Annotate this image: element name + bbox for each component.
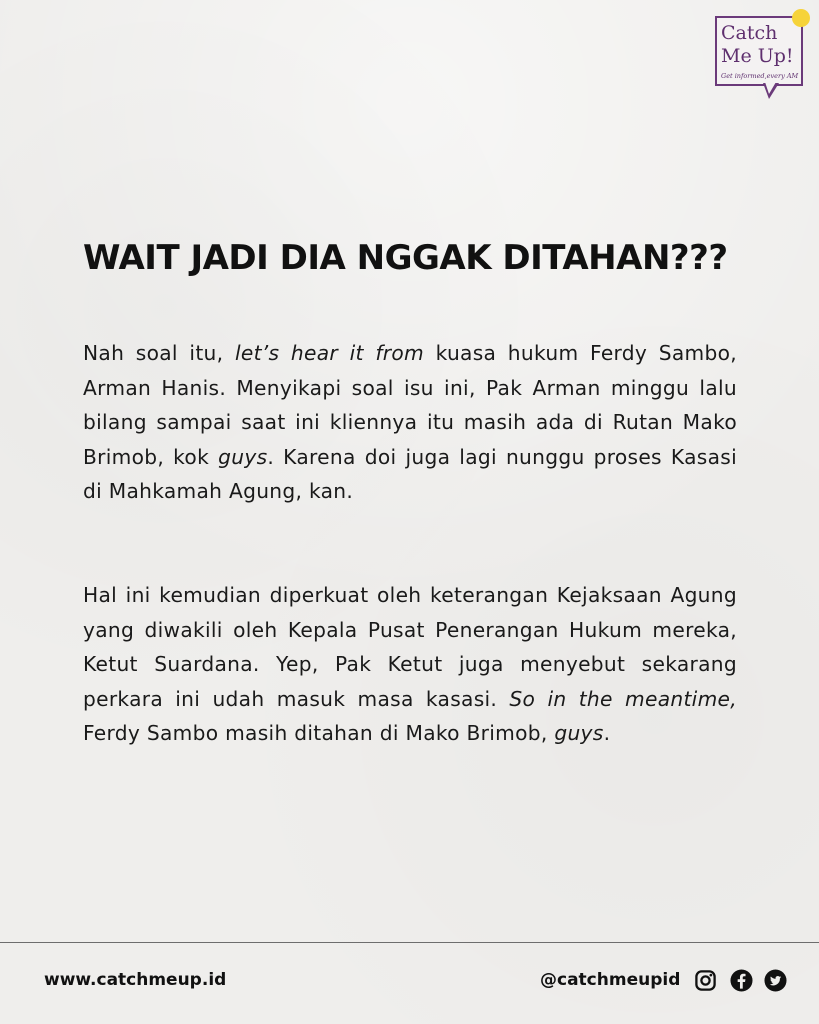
italic-word: guys (554, 721, 604, 746)
social-handle[interactable]: @catchmeupid (540, 970, 681, 990)
text-span: kuasa hukum Ferdy Sambo, Arman Hanis. Menyikapi soal isu ini, Pak Arman minggu lalu bilang sampai saat ini kliennya itu masih ada di Rutan Mako Brimob, kok (83, 341, 737, 469)
website-link[interactable]: www.catchmeup.id (44, 970, 227, 990)
footer-divider (0, 942, 819, 943)
text-span: Ferdy Sambo masih ditahan di Mako Brimob, (83, 721, 555, 746)
text-span: . Karena doi juga lagi nunggu proses Kasasi di Mahkamah Agung, kan. (83, 444, 737, 504)
logo-text-line2: Me Up! (721, 45, 794, 67)
article-paragraph-2 (83, 578, 737, 751)
logo-tagline: Get informed,every AM (721, 72, 799, 80)
text-span: Hal ini kemudian diperkuat oleh keterangan Kejaksaan Agung yang diwakili oleh Kepala Pusat Penerangan Hukum mereka, Ketut Suardana. Yep, Pak Ketut juga menyebut sekarang perkara ini udah masuk masa kasasi. (83, 583, 737, 711)
italic-phrase: So in the meantime, (509, 686, 737, 711)
article-paragraph-1 (83, 336, 737, 509)
text-span: . (603, 721, 611, 746)
text-span: Nah soal itu, (83, 341, 235, 365)
facebook-icon[interactable] (730, 969, 753, 992)
logo-yellow-dot (792, 9, 810, 27)
logo-text-line1: Catch (721, 22, 778, 44)
brand-logo (715, 16, 805, 102)
italic-word: guys (218, 444, 268, 469)
twitter-icon[interactable] (764, 969, 787, 992)
instagram-icon[interactable] (694, 969, 717, 992)
italic-phrase: let’s hear it from (234, 341, 424, 365)
article-title: WAIT JADI DIA NGGAK DITAHAN??? (83, 238, 728, 278)
logo-speech-bubble (715, 16, 803, 86)
